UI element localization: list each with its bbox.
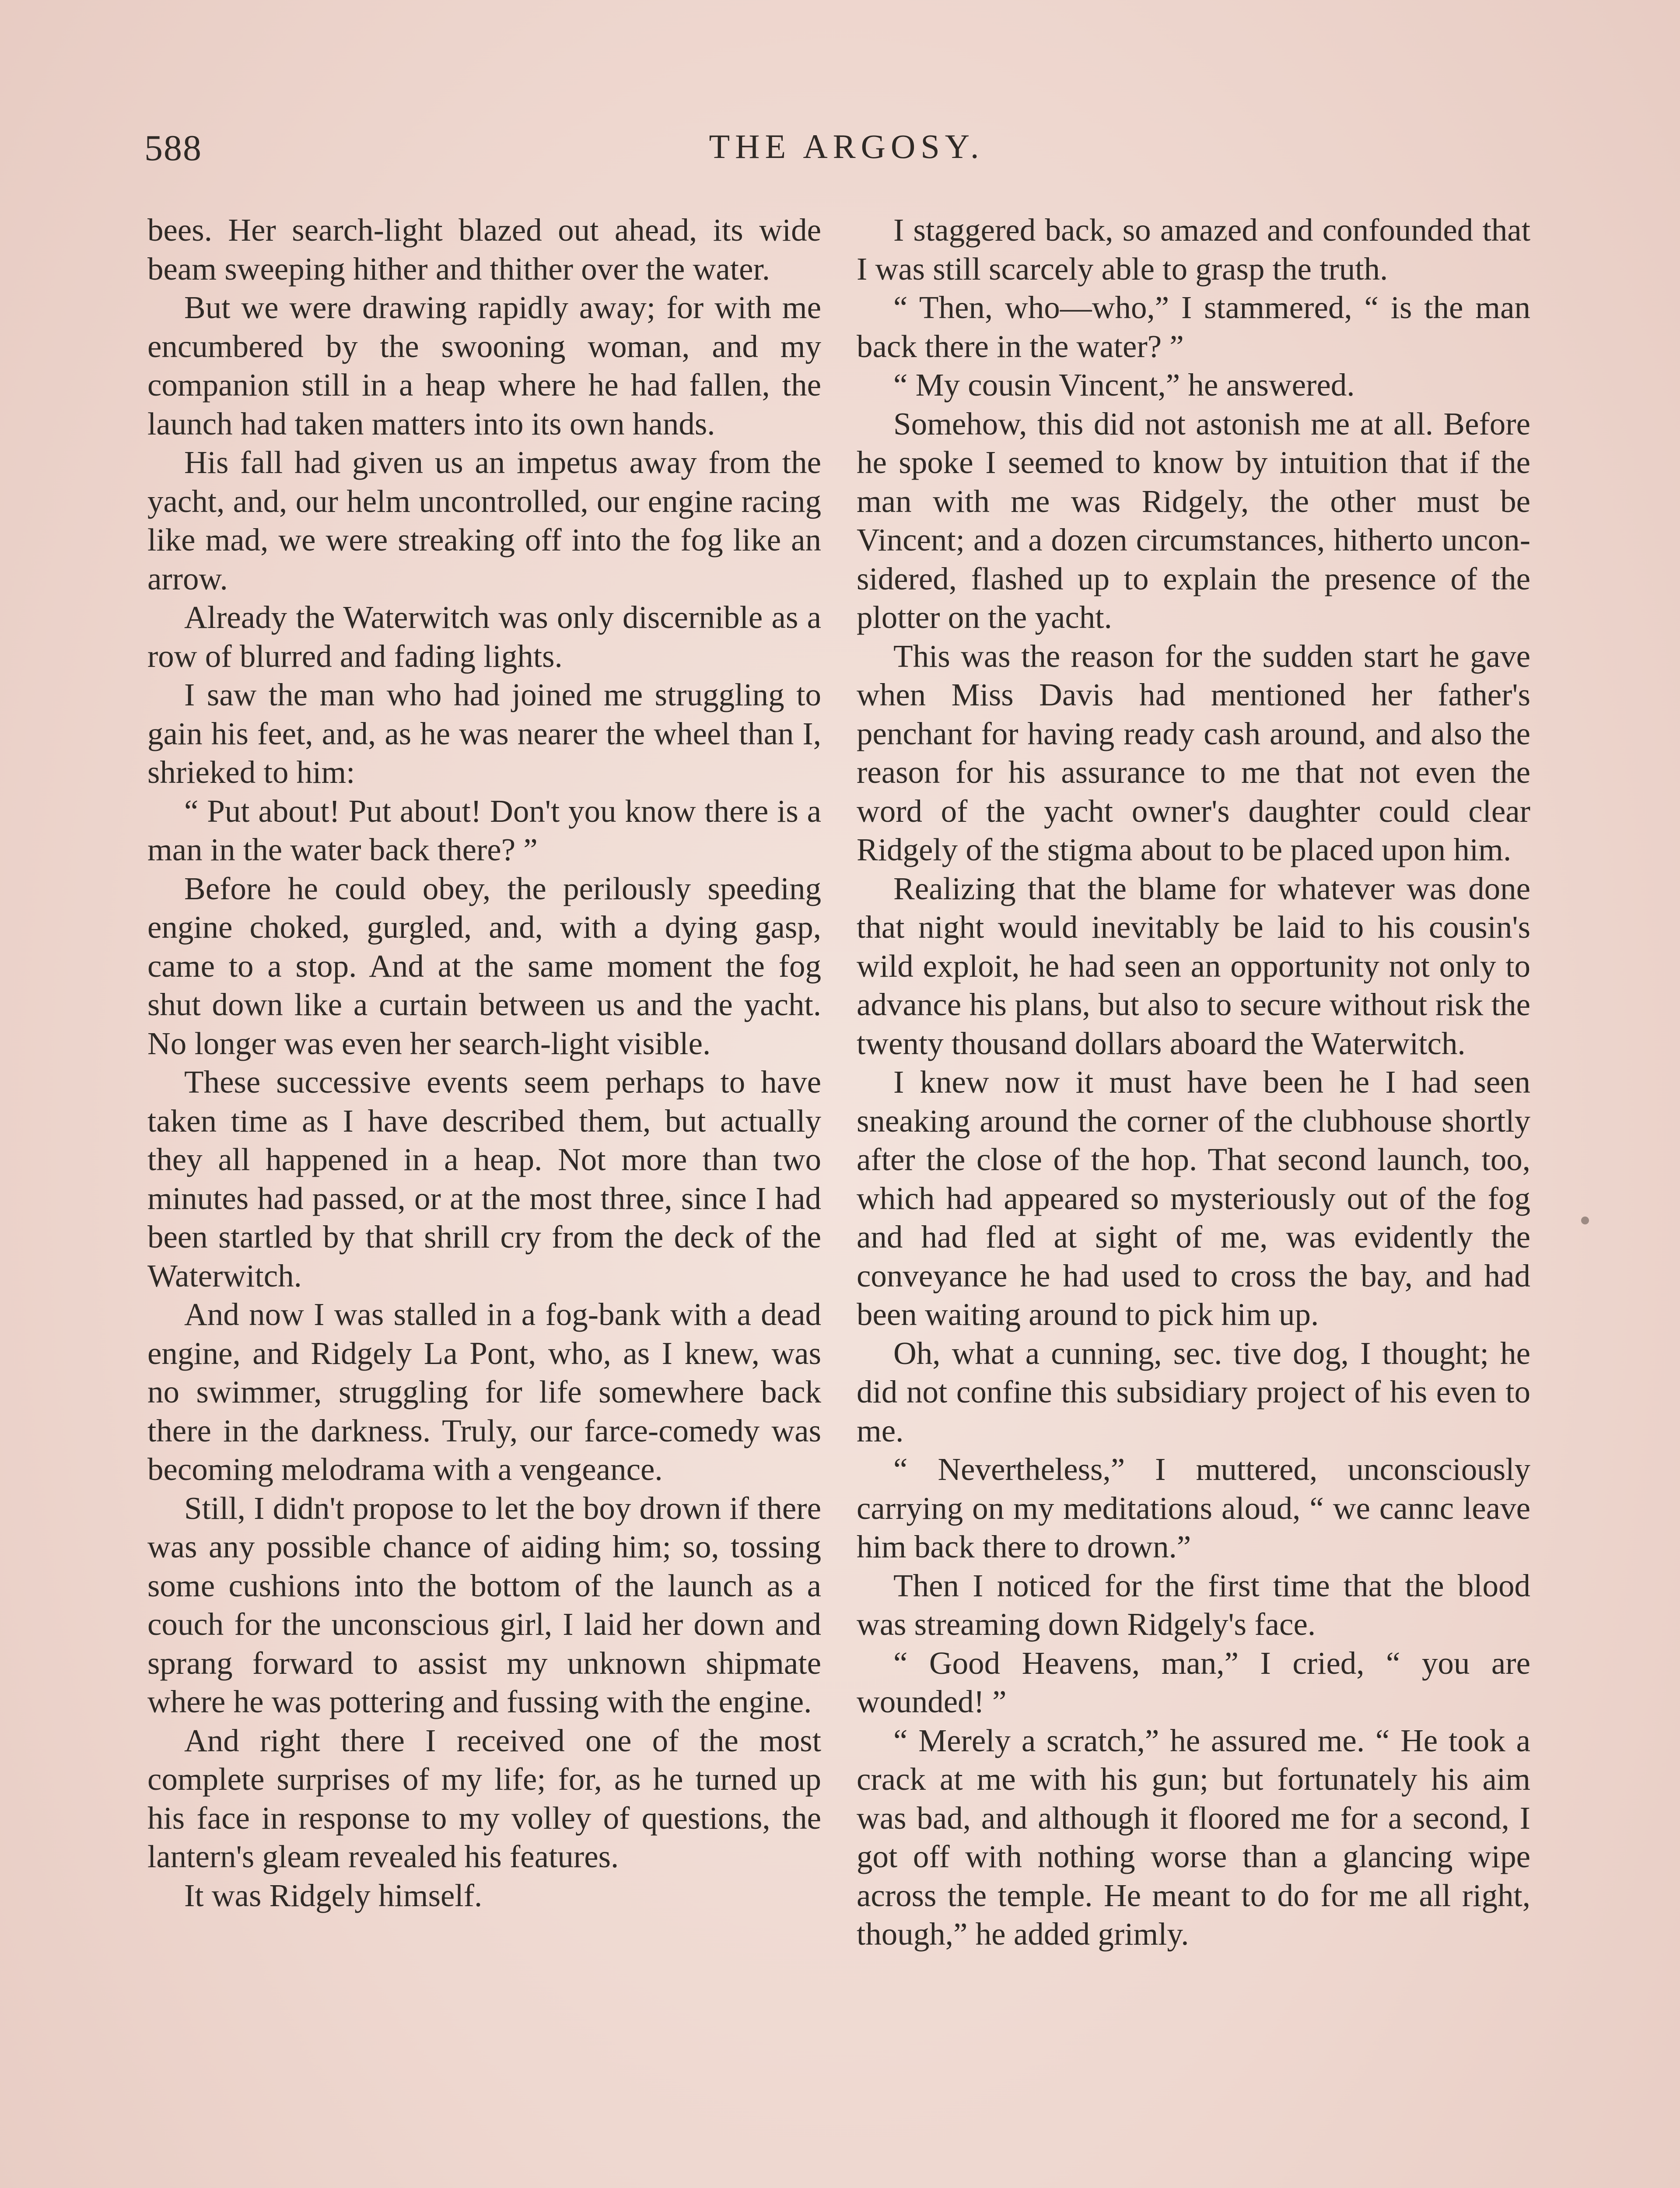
paragraph: It was Ridgely himself. — [184, 1877, 483, 1913]
paragraph: “ Put about! Put about! Don't you know there is a man in the water back there? ” — [147, 793, 821, 867]
paragraph: Already the Waterwitch was only discernible as a row of blurred and fading lights. — [147, 600, 821, 674]
paragraph: Before he could obey, the perilously speeding engine choked, gurgled, and, with a dying gasp, came to a stop. And at the same moment the fog shut down like a curtain between us and the yacht. No longer was even her search-light visible. — [147, 870, 821, 1061]
paragraph: His fall had given us an impetus away from the yacht, and, our helm uncontrolled, our engine racing like mad, we were streaking off into the fog like an arrow. — [147, 445, 821, 596]
paragraph: Realizing that the blame for whatever was done that night would inevitably be laid to his cousin's wild exploit, he had seen an opportunity not only to advance his plans, but also to secure without risk the twenty thousand dollars aboard the Waterwitch. — [857, 870, 1530, 1061]
paragraph: “ Good Heavens, man,” I cried, “ you are wounded! ” — [857, 1645, 1530, 1719]
paragraph: “ Nevertheless,” I muttered, unconsciously carrying on my meditations aloud, “ we cannc leave him back there to drown.” — [857, 1452, 1530, 1564]
page-number: 588 — [144, 128, 202, 168]
paragraph: I saw the man who had joined me struggling to gain his feet, and, as he was nearer the wheel than I, shrieked to him: — [147, 677, 821, 790]
running-title: THE ARGOSY. — [709, 127, 984, 165]
paragraph: Oh, what a cunning, sec. tive dog, I thought; he did not confine this subsidiary project of his even to me. — [857, 1335, 1530, 1448]
ink-blot — [1581, 1217, 1589, 1224]
paragraph: bees. Her search-light blazed out ahead, its wide beam sweeping hither and thither over the water. — [147, 212, 821, 287]
paragraph: But we were drawing rapidly away; for with me encumbered by the swooning woman, and my companion still in a heap where he had fallen, the launch had taken matters into its own hands. — [147, 290, 821, 442]
paragraph: These successive events seem perhaps to have taken time as I have described them, but actually they all happened in a heap. Not more than two minutes had passed, or at the most three, since I had been startled by that shrill cry from the deck of the Waterwitch. — [147, 1064, 821, 1294]
paragraph: “ Then, who—who,” I stammered, “ is the man back there in the water? ” — [857, 290, 1530, 364]
paragraph: And now I was stalled in a fog-bank with a dead engine, and Ridgely La Pont, who, as I knew, was no swimmer, struggling for life somewhere back there in the darkness. Truly, our farce-comedy was becoming melodrama with a vengeance. — [147, 1297, 821, 1487]
paragraph: Somehow, this did not astonish me at all. Before he spoke I seemed to know by intuition that if the man with me was Ridgely, the other must be Vincent; and a dozen circumstances, hitherto unconsidered, flashed up to explain the presence of the plotter on the yacht. — [857, 406, 1530, 635]
right-column — [857, 211, 1530, 1954]
paragraph: I knew now it must have been he I had seen sneaking around the corner of the clubhouse shortly after the close of the hop. That second launch, too, which had appeared so mysteriously out of the fog and had fled at sight of me, was evidently the conveyance he had used to cross the bay, and had been waiting around to pick him up. — [857, 1064, 1530, 1332]
paragraph: I staggered back, so amazed and confounded that I was still scarcely able to grasp the truth. — [857, 212, 1530, 287]
paragraph: “ Merely a scratch,” he assured me. “ He took a crack at me with his gun; but fortunately his aim was bad, and although it floored me for a second, I got off with nothing worse than a glancing wipe across the temple. He meant to do for me all right, though,” he added grimly. — [857, 1722, 1530, 1952]
left-column — [147, 211, 821, 1915]
paragraph: Still, I didn't propose to let the boy drown if there was any possible chance of aiding him; so, tossing some cushions into the bottom of the launch as a couch for the unconscious girl, I laid her down and sprang forward to assist my unknown shipmate where he was pottering and fussing with the engine. — [147, 1490, 821, 1719]
page-header — [144, 127, 1549, 179]
paragraph: Then I noticed for the first time that the blood was streaming down Ridgely's face. — [857, 1567, 1530, 1642]
paragraph: And right there I received one of the most complete surprises of my life; for, as he turned up his face in response to my volley of questions, the lantern's gleam revealed his features. — [147, 1722, 821, 1874]
paragraph: “ My cousin Vincent,” he answered. — [893, 367, 1355, 403]
paragraph: This was the reason for the sudden start he gave when Miss Davis had mentioned her father's penchant for having ready cash around, and also the reason for his assurance to me that not even the word of the yacht owner's daughter could clear Ridgely of the stigma about to be placed upon him. — [857, 638, 1530, 867]
